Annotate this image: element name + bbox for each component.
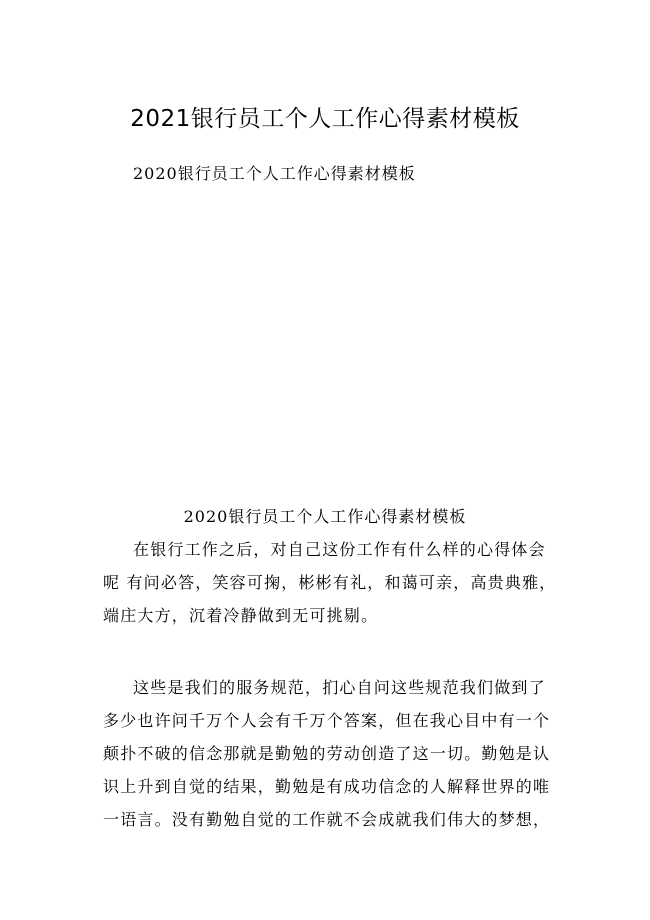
paragraph-2-line-2: 多少也许问千万个人会有千万个答案，但在我心目中有一个 <box>103 711 551 730</box>
section-heading: 2020银行员工个人工作心得素材模板 <box>183 507 467 526</box>
paragraph-1-line-3: 端庄大方，沉着冷静做到无可挑剔。 <box>103 606 379 625</box>
paragraph-2-line-3: 颠扑不破的信念那就是勤勉的劳动创造了这一切。勤勉是认 <box>103 744 551 763</box>
document-title: 2021银行员工个人工作心得素材模板 <box>130 106 520 132</box>
paragraph-1-line-1: 在银行工作之后，对自己这份工作有什么样的心得体会 <box>133 540 546 559</box>
paragraph-2-line-4: 识上升到自觉的结果，勤勉是有成功信念的人解释世界的唯 <box>103 777 551 796</box>
paragraph-2-line-1: 这些是我们的服务规范，扪心自问这些规范我们做到了 <box>133 678 546 697</box>
paragraph-2-line-5: 一语言。没有勤勉自觉的工作就不会成就我们伟大的梦想， <box>103 810 551 829</box>
document-subtitle: 2020银行员工个人工作心得素材模板 <box>133 164 416 183</box>
paragraph-1-line-2: 呢 有问必答，笑容可掬，彬彬有礼，和蔼可亲，高贵典雅， <box>103 573 557 592</box>
